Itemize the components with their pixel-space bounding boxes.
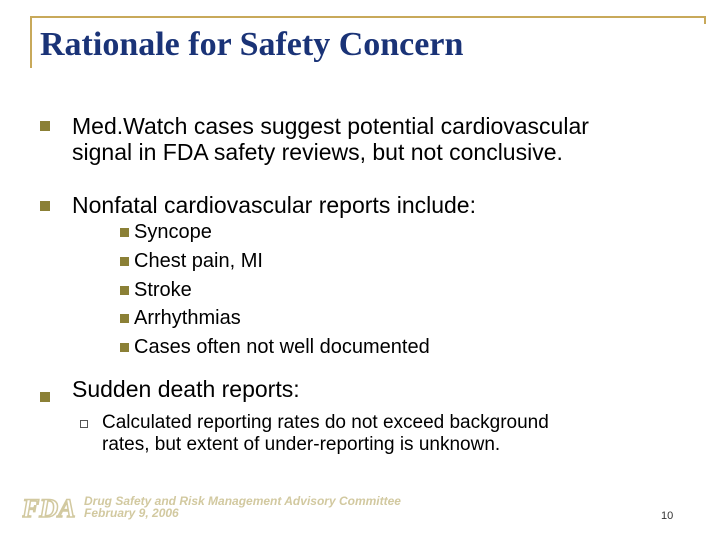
fda-logo-icon [22, 494, 78, 522]
slide-title: Rationale for Safety Concern [40, 26, 464, 63]
sub-item-documentation: Cases often not well documented [134, 336, 430, 358]
fda-logo [22, 494, 78, 527]
sudden-death-line-2: rates, but extent of under-reporting is unknown. [102, 434, 501, 455]
sudden-death-line-1: Calculated reporting rates do not exceed background [102, 412, 549, 433]
sub-item-stroke: Stroke [134, 279, 192, 301]
checkbox-bullet-icon [80, 420, 88, 428]
fda-logo-text: FDA [22, 494, 76, 522]
bullet-1-line-1: Med.Watch cases suggest potential cardiovascular [72, 113, 589, 139]
footer-date: February 9, 2006 [84, 506, 179, 520]
title-frame-right [704, 16, 706, 24]
square-bullet-icon [120, 286, 129, 295]
square-bullet-icon [120, 228, 129, 237]
bullet-2-text: Nonfatal cardiovascular reports include: [72, 192, 476, 218]
sub-item-syncope: Syncope [134, 221, 212, 243]
square-bullet-icon [40, 121, 50, 131]
title-frame-top [30, 16, 706, 18]
square-bullet-icon [120, 314, 129, 323]
square-bullet-icon [40, 392, 50, 402]
page-number: 10 [661, 510, 674, 522]
square-bullet-icon [40, 201, 50, 211]
square-bullet-icon [120, 257, 129, 266]
title-frame-left [30, 16, 32, 68]
sub-item-chest-pain: Chest pain, MI [134, 250, 263, 272]
bullet-1-line-2: signal in FDA safety reviews, but not conclusive. [72, 139, 563, 165]
sub-item-arrhythmias: Arrhythmias [134, 307, 241, 329]
square-bullet-icon [120, 343, 129, 352]
bullet-3-text: Sudden death reports: [72, 376, 300, 402]
footer-committee: Drug Safety and Risk Management Advisory Committee [84, 494, 401, 508]
